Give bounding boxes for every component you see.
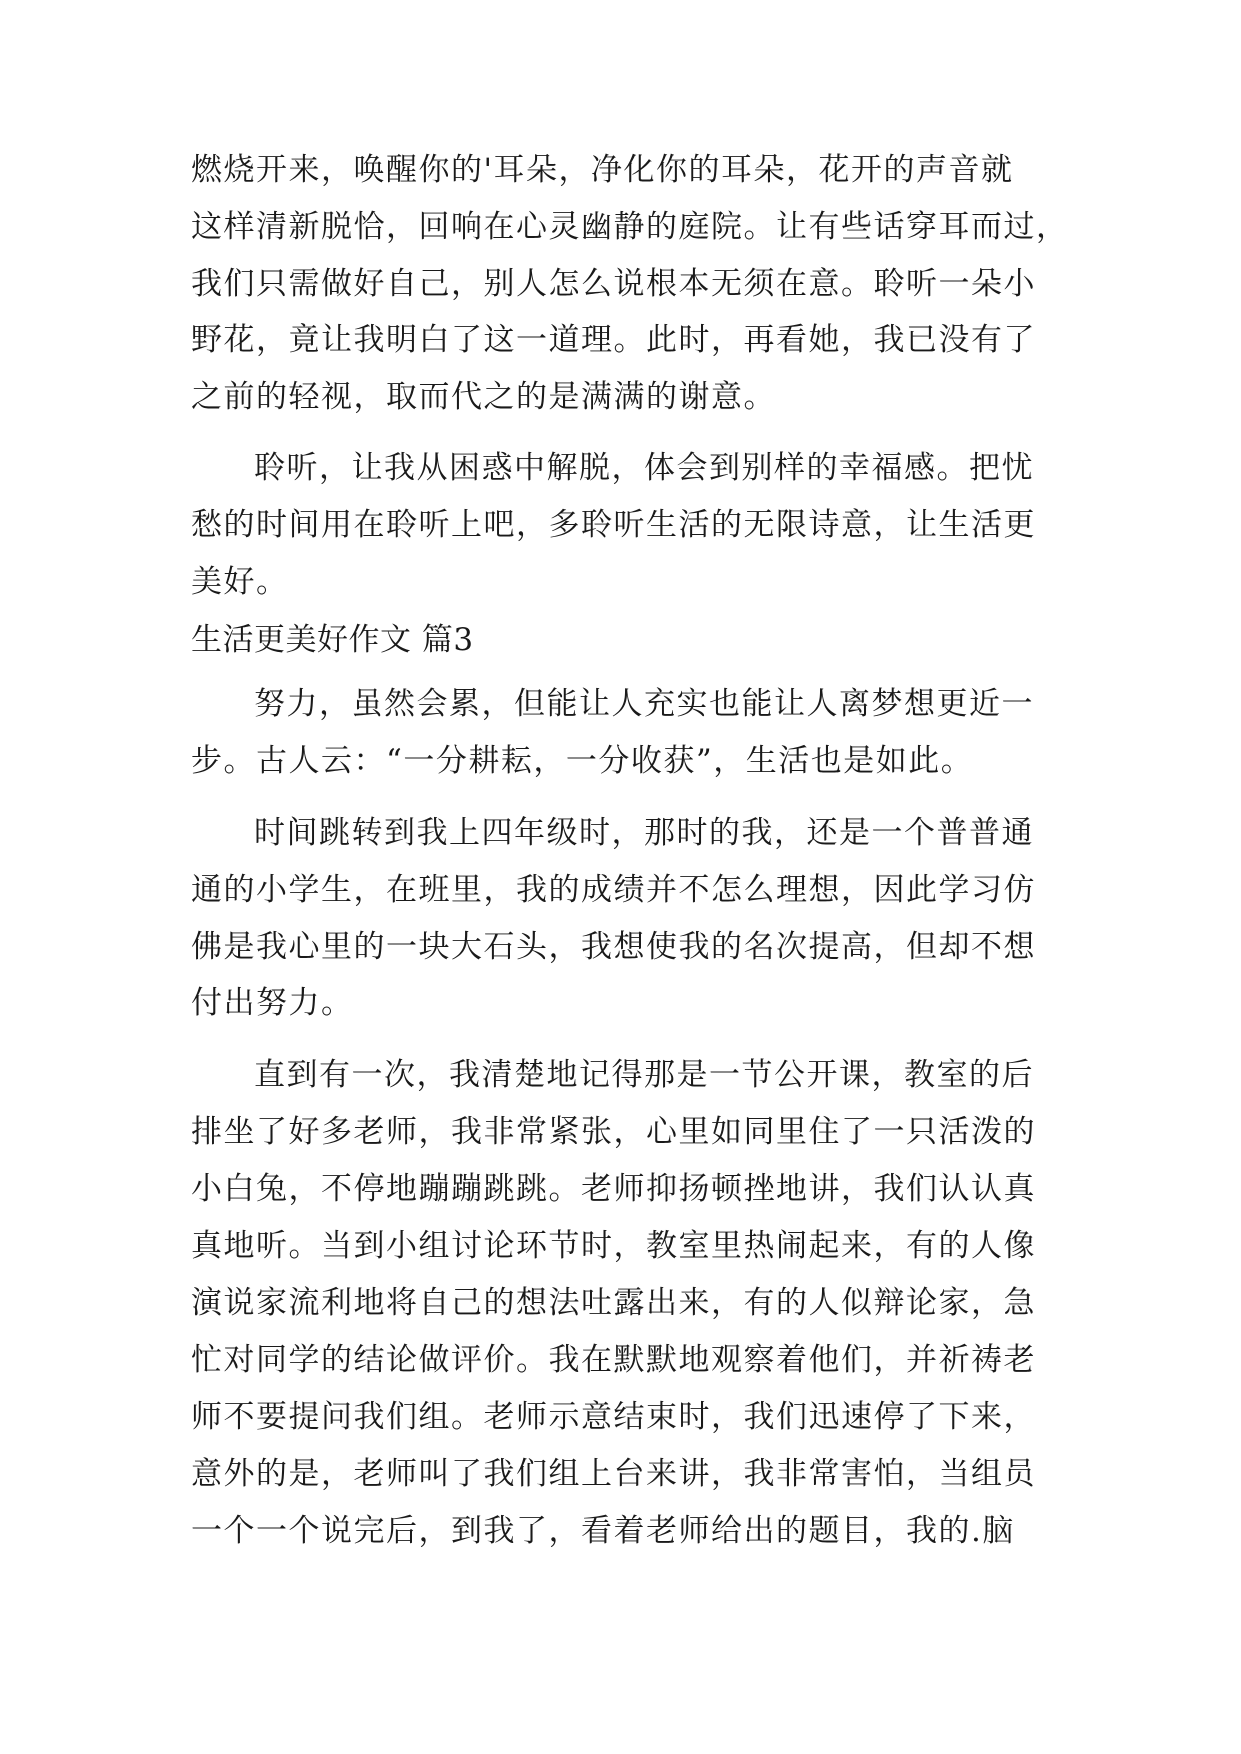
- body-text-line: 直到有一次，我清楚地记得那是一节公开课，教室的后: [254, 1057, 1034, 1093]
- body-text-line: 通的小学生，在班里，我的成绩并不怎么理想，因此学习仿: [191, 872, 1036, 908]
- body-text-line: 野花，竟让我明白了这一道理。此时，再看她，我已没有了: [191, 322, 1036, 358]
- body-text-line: 美好。: [191, 564, 289, 600]
- body-text-line: 演说家流利地将自己的想法吐露出来，有的人似辩论家，急: [191, 1285, 1036, 1321]
- body-text-line: 聆听，让我从困惑中解脱，体会到别样的幸福感。把忧: [254, 450, 1034, 486]
- body-text-line: 我们只需做好自己，别人怎么说根本无须在意。聆听一朵小: [191, 266, 1036, 302]
- body-text-line: 之前的轻视，取而代之的是满满的谢意。: [191, 379, 776, 415]
- body-text-line: 排坐了好多老师，我非常紧张，心里如同里住了一只活泼的: [191, 1114, 1036, 1150]
- body-text-line: 愁的时间用在聆听上吧，多聆听生活的无限诗意，让生活更: [191, 507, 1036, 543]
- body-text-line: 真地听。当到小组讨论环节时，教室里热闹起来，有的人像: [191, 1228, 1036, 1264]
- body-text-line: 忙对同学的结论做评价。我在默默地观察着他们，并祈祷老: [191, 1342, 1036, 1378]
- body-text-line: 佛是我心里的一块大石头，我想使我的名次提高，但却不想: [191, 929, 1036, 965]
- section-heading: 生活更美好作文 篇3: [191, 622, 474, 658]
- body-text-line: 燃烧开来，唤醒你的'耳朵，净化你的耳朵，花开的声音就: [191, 152, 1014, 188]
- body-text-line: 一个一个说完后，到我了，看着老师给出的题目，我的.脑: [191, 1513, 1015, 1549]
- body-text-line: 这样清新脱恰，回响在心灵幽静的庭院。让有些话穿耳而过，: [191, 209, 1069, 245]
- body-text-line: 付出努力。: [191, 985, 354, 1021]
- body-text-line: 意外的是，老师叫了我们组上台来讲，我非常害怕，当组员: [191, 1456, 1036, 1492]
- body-text-line: 步。古人云：“一分耕耘，一分收获”，生活也是如此。: [191, 743, 974, 779]
- body-text-line: 时间跳转到我上四年级时，那时的我，还是一个普普通: [254, 815, 1034, 851]
- body-text-line: 努力，虽然会累，但能让人充实也能让人离梦想更近一: [254, 686, 1034, 722]
- body-text-line: 小白兔，不停地蹦蹦跳跳。老师抑扬顿挫地讲，我们认认真: [191, 1171, 1036, 1207]
- body-text-line: 师不要提问我们组。老师示意结束时，我们迅速停了下来，: [191, 1399, 1036, 1435]
